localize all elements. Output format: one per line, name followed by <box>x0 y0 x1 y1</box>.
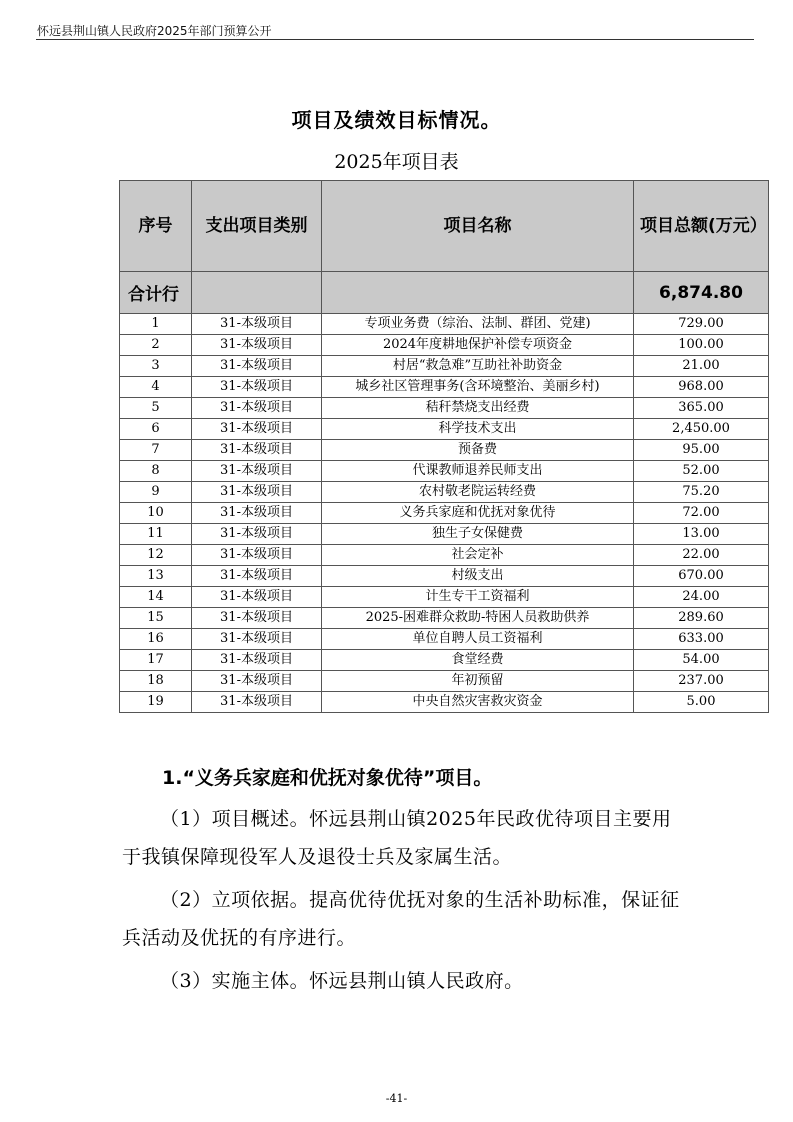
row-number-cell: 10 <box>120 503 192 524</box>
table-row <box>120 461 769 482</box>
row-number-cell: 15 <box>120 608 192 629</box>
total-category-cell <box>192 272 322 314</box>
section-title: 项目及绩效目标情况。 <box>291 108 502 132</box>
row-category-cell: 31-本级项目 <box>192 524 322 545</box>
total-name-cell <box>322 272 634 314</box>
table-header-row <box>120 181 769 272</box>
row-amount-cell: 24.00 <box>634 587 769 608</box>
table-row <box>120 377 769 398</box>
row-number-cell: 13 <box>120 566 192 587</box>
row-number-cell: 14 <box>120 587 192 608</box>
row-amount-cell: 52.00 <box>634 461 769 482</box>
table-row <box>120 587 769 608</box>
total-row <box>120 272 769 314</box>
row-amount-cell: 75.20 <box>634 482 769 503</box>
table-row <box>120 608 769 629</box>
row-name-cell: 城乡社区管理事务(含环境整治、美丽乡村) <box>322 377 634 398</box>
row-amount-cell: 2,450.00 <box>634 419 769 440</box>
document-header: 怀远县荆山镇人民政府2025年部门预算公开 <box>37 24 272 38</box>
row-name-cell: 社会定补 <box>322 545 634 566</box>
paragraph-basis-text: （2）立项依据。提高优待优抚对象的生活补助标准，保证征兵活动及优抚的有序进行。 <box>122 889 680 949</box>
row-name-cell: 科学技术支出 <box>322 419 634 440</box>
row-number-cell: 9 <box>120 482 192 503</box>
row-category-cell: 31-本级项目 <box>192 377 322 398</box>
row-name-cell: 农村敬老院运转经费 <box>322 482 634 503</box>
row-category-cell: 31-本级项目 <box>192 671 322 692</box>
row-category-cell: 31-本级项目 <box>192 356 322 377</box>
row-number-cell: 4 <box>120 377 192 398</box>
paragraph-overview <box>122 800 682 876</box>
table-row <box>120 335 769 356</box>
row-category-cell: 31-本级项目 <box>192 629 322 650</box>
row-category-cell: 31-本级项目 <box>192 608 322 629</box>
table-row <box>120 629 769 650</box>
row-amount-cell: 670.00 <box>634 566 769 587</box>
row-amount-cell: 22.00 <box>634 545 769 566</box>
row-amount-cell: 968.00 <box>634 377 769 398</box>
table-row <box>120 545 769 566</box>
row-category-cell: 31-本级项目 <box>192 503 322 524</box>
row-name-cell: 2024年度耕地保护补偿专项资金 <box>322 335 634 356</box>
row-name-cell: 2025-困难群众救助-特困人员救助供养 <box>322 608 634 629</box>
row-number-cell: 12 <box>120 545 192 566</box>
row-category-cell: 31-本级项目 <box>192 398 322 419</box>
row-amount-cell: 95.00 <box>634 440 769 461</box>
row-name-cell: 食堂经费 <box>322 650 634 671</box>
table-row <box>120 503 769 524</box>
row-category-cell: 31-本级项目 <box>192 482 322 503</box>
table-row <box>120 671 769 692</box>
row-amount-cell: 100.00 <box>634 335 769 356</box>
row-amount-cell: 365.00 <box>634 398 769 419</box>
table-row <box>120 524 769 545</box>
row-category-cell: 31-本级项目 <box>192 335 322 356</box>
paragraph-entity <box>122 962 682 1000</box>
paragraph-entity-text: （3）实施主体。怀远县荆山镇人民政府。 <box>160 970 524 992</box>
row-name-cell: 中央自然灾害救灾资金 <box>322 692 634 713</box>
row-category-cell: 31-本级项目 <box>192 419 322 440</box>
row-name-cell: 代课教师退养民师支出 <box>322 461 634 482</box>
table-row <box>120 482 769 503</box>
row-amount-cell: 5.00 <box>634 692 769 713</box>
table-row <box>120 650 769 671</box>
row-category-cell: 31-本级项目 <box>192 692 322 713</box>
table-row <box>120 419 769 440</box>
row-name-cell: 独生子女保健费 <box>322 524 634 545</box>
row-name-cell: 计生专干工资福利 <box>322 587 634 608</box>
total-label: 合计行 <box>120 272 192 314</box>
row-name-cell: 年初预留 <box>322 671 634 692</box>
row-category-cell: 31-本级项目 <box>192 314 322 335</box>
paragraph-overview-text: （1）项目概述。怀远县荆山镇2025年民政优待项目主要用于我镇保障现役军人及退役士兵及家属生活。 <box>122 808 672 868</box>
row-name-cell: 村居“救急难”互助社补助资金 <box>322 356 634 377</box>
row-number-cell: 7 <box>120 440 192 461</box>
row-category-cell: 31-本级项目 <box>192 566 322 587</box>
row-number-cell: 8 <box>120 461 192 482</box>
row-name-cell: 单位自聘人员工资福利 <box>322 629 634 650</box>
row-name-cell: 村级支出 <box>322 566 634 587</box>
row-amount-cell: 729.00 <box>634 314 769 335</box>
column-header-category: 支出项目类别 <box>192 181 322 272</box>
row-number-cell: 6 <box>120 419 192 440</box>
row-amount-cell: 289.60 <box>634 608 769 629</box>
row-amount-cell: 633.00 <box>634 629 769 650</box>
column-header-name: 项目名称 <box>322 181 634 272</box>
row-amount-cell: 54.00 <box>634 650 769 671</box>
paragraph-basis <box>122 881 682 957</box>
table-row <box>120 440 769 461</box>
row-number-cell: 3 <box>120 356 192 377</box>
row-number-cell: 2 <box>120 335 192 356</box>
row-category-cell: 31-本级项目 <box>192 440 322 461</box>
row-amount-cell: 72.00 <box>634 503 769 524</box>
table-row <box>120 398 769 419</box>
row-number-cell: 19 <box>120 692 192 713</box>
row-amount-cell: 13.00 <box>634 524 769 545</box>
row-number-cell: 18 <box>120 671 192 692</box>
row-name-cell: 预备费 <box>322 440 634 461</box>
row-number-cell: 5 <box>120 398 192 419</box>
row-amount-cell: 237.00 <box>634 671 769 692</box>
table-row <box>120 692 769 713</box>
column-header-no: 序号 <box>120 181 192 272</box>
row-category-cell: 31-本级项目 <box>192 650 322 671</box>
row-name-cell: 专项业务费（综治、法制、群团、党建) <box>322 314 634 335</box>
project-table <box>119 180 769 713</box>
project-heading: 1.“义务兵家庭和优抚对象优待”项目。 <box>162 767 493 789</box>
row-number-cell: 16 <box>120 629 192 650</box>
table-row <box>120 314 769 335</box>
page-number: -41- <box>385 1092 408 1105</box>
row-number-cell: 1 <box>120 314 192 335</box>
table-row <box>120 356 769 377</box>
row-number-cell: 11 <box>120 524 192 545</box>
column-header-amount: 项目总额(万元） <box>634 181 769 272</box>
header-divider <box>36 39 754 40</box>
table-row <box>120 566 769 587</box>
row-name-cell: 秸秆禁烧支出经费 <box>322 398 634 419</box>
row-category-cell: 31-本级项目 <box>192 545 322 566</box>
row-category-cell: 31-本级项目 <box>192 461 322 482</box>
row-amount-cell: 21.00 <box>634 356 769 377</box>
row-name-cell: 义务兵家庭和优抚对象优待 <box>322 503 634 524</box>
table-caption: 2025年项目表 <box>334 151 459 173</box>
row-number-cell: 17 <box>120 650 192 671</box>
row-category-cell: 31-本级项目 <box>192 587 322 608</box>
total-amount: 6,874.80 <box>634 272 769 314</box>
